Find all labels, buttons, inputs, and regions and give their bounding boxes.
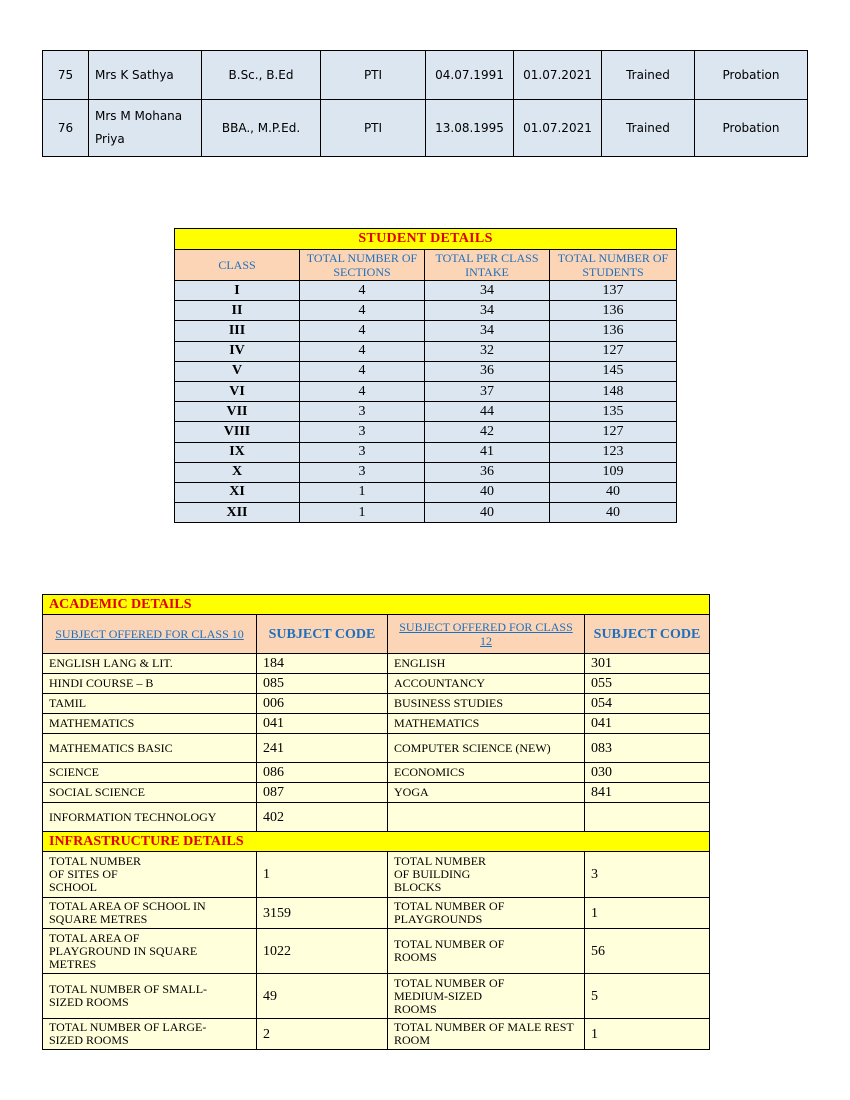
class10-code: 184	[257, 654, 388, 674]
class-cell: V	[175, 361, 300, 381]
table-row	[175, 321, 677, 341]
class10-subject: TAMIL	[43, 694, 257, 714]
class12-subject: BUSINESS STUDIES	[388, 694, 585, 714]
student-details-header	[175, 250, 677, 281]
students-cell: 127	[550, 422, 677, 442]
intake-cell: 34	[425, 281, 550, 301]
infra-label: TOTAL NUMBER OF PLAYGROUNDS	[394, 899, 505, 926]
students-cell: 148	[550, 381, 677, 401]
class10-code: 402	[257, 803, 388, 832]
class-cell: VII	[175, 402, 300, 422]
class10-code: 006	[257, 694, 388, 714]
intake-cell: 37	[425, 381, 550, 401]
infra-label-cell	[43, 898, 257, 929]
class-cell: XII	[175, 503, 300, 523]
infra-value: 2	[257, 1019, 388, 1050]
class-cell: III	[175, 321, 300, 341]
student-details-table	[174, 228, 677, 523]
table-row	[43, 852, 710, 898]
table-row	[175, 361, 677, 381]
infra-label-cell	[43, 1019, 257, 1050]
staff-name-line: Mrs M Mohana	[95, 109, 183, 123]
infra-label: TOTAL NUMBER OF SMALL-SIZED ROOMS	[49, 982, 208, 1009]
class12-code: 054	[585, 694, 710, 714]
class12-code: 055	[585, 674, 710, 694]
staff-dob: 04.07.1991	[426, 51, 514, 100]
intake-cell: 34	[425, 321, 550, 341]
class-cell: I	[175, 281, 300, 301]
class12-code: 030	[585, 763, 710, 783]
sections-cell: 4	[300, 321, 425, 341]
table-row	[43, 674, 710, 694]
class10-code: 087	[257, 783, 388, 803]
staff-doj: 01.07.2021	[514, 51, 602, 100]
table-row	[43, 714, 710, 734]
table-row	[175, 462, 677, 482]
infra-label-cell	[43, 852, 257, 898]
table-row	[175, 402, 677, 422]
column-header: TOTAL NUMBER OF STUDENTS	[550, 250, 677, 281]
staff-status: Trained	[602, 51, 695, 100]
class10-subject: ENGLISH LANG & LIT.	[43, 654, 257, 674]
intake-cell: 42	[425, 422, 550, 442]
infra-label: TOTAL NUMBER OF BUILDING BLOCKS	[394, 854, 487, 894]
infra-value: 3159	[257, 898, 388, 929]
class-cell: IV	[175, 341, 300, 361]
infra-label: TOTAL NUMBER OF LARGE-SIZED ROOMS	[49, 1020, 207, 1047]
infra-label: TOTAL AREA OF SCHOOL IN SQUARE METRES	[49, 899, 206, 926]
class12-code: 083	[585, 734, 710, 763]
class10-code: 085	[257, 674, 388, 694]
class12-subject: YOGA	[388, 783, 585, 803]
column-header: SUBJECT OFFERED FOR CLASS 12	[388, 615, 585, 654]
sections-cell: 1	[300, 503, 425, 523]
class12-subject: ACCOUNTANCY	[388, 674, 585, 694]
infra-label-cell	[388, 929, 585, 974]
sections-cell: 4	[300, 381, 425, 401]
infra-label-cell	[388, 898, 585, 929]
table-row	[43, 783, 710, 803]
infra-value: 5	[585, 974, 710, 1019]
staff-table	[42, 50, 808, 157]
table-row	[43, 803, 710, 832]
infra-value: 1	[257, 852, 388, 898]
infra-value: 3	[585, 852, 710, 898]
staff-row	[43, 100, 808, 157]
staff-row	[43, 51, 808, 100]
class12-subject: MATHEMATICS	[388, 714, 585, 734]
academic-details-title: ACADEMIC DETAILS	[43, 595, 710, 615]
class10-subject: HINDI COURSE – B	[43, 674, 257, 694]
column-header: SUBJECT OFFERED FOR CLASS 10	[43, 615, 257, 654]
infra-value: 1	[585, 1019, 710, 1050]
staff-qualification: BBA., M.P.Ed.	[202, 100, 321, 157]
class-cell: II	[175, 301, 300, 321]
staff-post: PTI	[321, 51, 426, 100]
table-row	[175, 301, 677, 321]
sections-cell: 4	[300, 341, 425, 361]
sections-cell: 3	[300, 422, 425, 442]
sections-cell: 1	[300, 482, 425, 502]
sections-cell: 4	[300, 301, 425, 321]
infra-value: 49	[257, 974, 388, 1019]
class12-code: 301	[585, 654, 710, 674]
table-row	[175, 422, 677, 442]
academic-details-table	[42, 594, 710, 1050]
staff-qualification: B.Sc., B.Ed	[202, 51, 321, 100]
sections-cell: 4	[300, 281, 425, 301]
staff-dob: 13.08.1995	[426, 100, 514, 157]
intake-cell: 36	[425, 361, 550, 381]
class10-subject: MATHEMATICS	[43, 714, 257, 734]
staff-sno: 75	[43, 51, 89, 100]
table-row	[175, 503, 677, 523]
students-cell: 145	[550, 361, 677, 381]
students-cell: 123	[550, 442, 677, 462]
staff-post: PTI	[321, 100, 426, 157]
table-row	[175, 442, 677, 462]
class12-code	[585, 803, 710, 832]
sections-cell: 4	[300, 361, 425, 381]
class-cell: X	[175, 462, 300, 482]
class12-subject: COMPUTER SCIENCE (NEW)	[388, 734, 585, 763]
students-cell: 127	[550, 341, 677, 361]
table-row	[43, 763, 710, 783]
infrastructure-details-title: INFRASTRUCTURE DETAILS	[43, 832, 710, 852]
class10-subject: SOCIAL SCIENCE	[43, 783, 257, 803]
students-cell: 40	[550, 503, 677, 523]
class-cell: VIII	[175, 422, 300, 442]
column-header: TOTAL PER CLASS INTAKE	[425, 250, 550, 281]
class10-subject: SCIENCE	[43, 763, 257, 783]
table-row	[43, 1019, 710, 1050]
table-row	[43, 694, 710, 714]
class12-code: 041	[585, 714, 710, 734]
class10-code: 041	[257, 714, 388, 734]
column-header: SUBJECT CODE	[585, 615, 710, 654]
class10-subject: INFORMATION TECHNOLOGY	[43, 803, 257, 832]
table-row	[175, 482, 677, 502]
students-cell: 136	[550, 301, 677, 321]
intake-cell: 41	[425, 442, 550, 462]
infra-value: 1022	[257, 929, 388, 974]
staff-type: Probation	[695, 100, 808, 157]
students-cell: 135	[550, 402, 677, 422]
infra-label: TOTAL NUMBER OF SITES OF SCHOOL	[49, 854, 142, 894]
table-row	[43, 974, 710, 1019]
class-cell: XI	[175, 482, 300, 502]
intake-cell: 32	[425, 341, 550, 361]
infra-value: 1	[585, 898, 710, 929]
intake-cell: 36	[425, 462, 550, 482]
infra-label-cell	[43, 929, 257, 974]
staff-name-line: Mrs K Sathya	[95, 68, 174, 82]
table-row	[175, 341, 677, 361]
staff-type: Probation	[695, 51, 808, 100]
table-row	[175, 381, 677, 401]
staff-sno: 76	[43, 100, 89, 157]
class-cell: VI	[175, 381, 300, 401]
staff-name	[89, 51, 202, 100]
staff-status: Trained	[602, 100, 695, 157]
table-row	[43, 734, 710, 763]
sections-cell: 3	[300, 442, 425, 462]
students-cell: 136	[550, 321, 677, 341]
students-cell: 137	[550, 281, 677, 301]
infra-label: TOTAL AREA OF PLAYGROUND IN SQUARE METRES	[49, 930, 198, 971]
class10-subject: MATHEMATICS BASIC	[43, 734, 257, 763]
student-details-title: STUDENT DETAILS	[175, 229, 677, 250]
sections-cell: 3	[300, 462, 425, 482]
infra-label-cell	[388, 852, 585, 898]
column-header: TOTAL NUMBER OF SECTIONS	[300, 250, 425, 281]
infra-label-cell	[388, 974, 585, 1019]
infra-label-cell	[43, 974, 257, 1019]
class10-code: 086	[257, 763, 388, 783]
intake-cell: 40	[425, 503, 550, 523]
intake-cell: 34	[425, 301, 550, 321]
class12-subject: ENGLISH	[388, 654, 585, 674]
staff-name-line: Priya	[95, 132, 125, 146]
intake-cell: 44	[425, 402, 550, 422]
table-row	[43, 898, 710, 929]
class12-subject	[388, 803, 585, 832]
column-header: SUBJECT CODE	[257, 615, 388, 654]
table-row	[43, 654, 710, 674]
infra-label: TOTAL NUMBER OF MEDIUM-SIZED ROOMS	[394, 975, 505, 1016]
sections-cell: 3	[300, 402, 425, 422]
intake-cell: 40	[425, 482, 550, 502]
infra-label: TOTAL NUMBER OF ROOMS	[394, 937, 505, 964]
class12-code: 841	[585, 783, 710, 803]
table-row	[43, 929, 710, 974]
class-cell: IX	[175, 442, 300, 462]
table-row	[175, 281, 677, 301]
column-header: CLASS	[175, 250, 300, 281]
infra-label-cell	[388, 1019, 585, 1050]
staff-doj: 01.07.2021	[514, 100, 602, 157]
students-cell: 40	[550, 482, 677, 502]
infra-value: 56	[585, 929, 710, 974]
class12-subject: ECONOMICS	[388, 763, 585, 783]
infra-label: TOTAL NUMBER OF MALE REST ROOM	[394, 1020, 574, 1047]
staff-name	[89, 100, 202, 157]
academic-details-header	[43, 615, 710, 654]
students-cell: 109	[550, 462, 677, 482]
class10-code: 241	[257, 734, 388, 763]
